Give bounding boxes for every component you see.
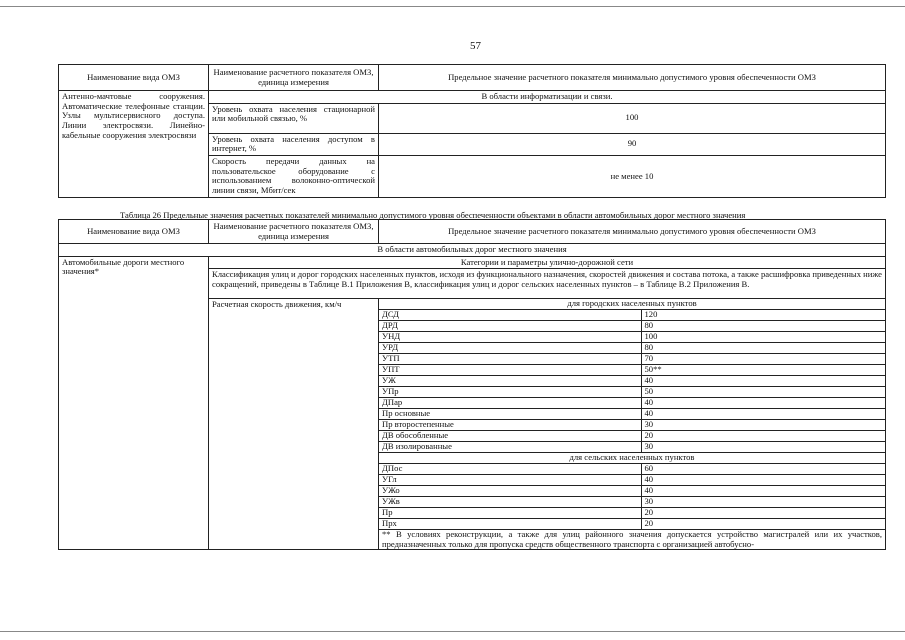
speed-value: 40 xyxy=(641,376,885,387)
table-header-row xyxy=(59,65,886,91)
urban-header-row xyxy=(379,299,885,310)
value-cell: 90 xyxy=(379,133,886,155)
scan-top-edge xyxy=(0,6,905,7)
speed-value: 30 xyxy=(641,497,885,508)
category-code: УЖо xyxy=(379,486,641,497)
rural-header: для сельских населенных пунктов xyxy=(379,453,885,464)
speed-value: 80 xyxy=(641,321,885,332)
speed-category-row xyxy=(379,486,885,497)
category-code: УНД xyxy=(379,332,641,343)
speed-table xyxy=(379,299,885,549)
speed-category-row xyxy=(379,310,885,321)
speed-value: 30 xyxy=(641,442,885,453)
section-title: В области информатизации и связи. xyxy=(209,91,886,104)
urban-header: для городских населенных пунктов xyxy=(379,299,885,310)
subsection-title: Категории и параметры улично-дорожной сети xyxy=(209,256,886,269)
speed-value: 20 xyxy=(641,508,885,519)
subsection-row xyxy=(59,256,886,269)
indicator-cell: Уровень охвата населения стационарной или мобильной связью, % xyxy=(209,103,379,133)
speed-values-cell xyxy=(379,299,886,550)
category-code: ДВ обособленные xyxy=(379,431,641,442)
speed-category-row xyxy=(379,442,885,453)
category-code: Пр второстепенные xyxy=(379,420,641,431)
speed-value: 40 xyxy=(641,486,885,497)
speed-value: 40 xyxy=(641,409,885,420)
header-indicator: Наименование расчетного показателя ОМЗ, единица измерения xyxy=(209,220,379,244)
header-limit-value: Предельное значение расчетного показателя минимально допустимого уровня обеспеченности ОМЗ xyxy=(379,220,886,244)
category-code: УТП xyxy=(379,354,641,365)
speed-category-row xyxy=(379,497,885,508)
speed-value: 50 xyxy=(641,387,885,398)
speed-category-row xyxy=(379,365,885,376)
speed-value: 100 xyxy=(641,332,885,343)
category-code: ДПар xyxy=(379,398,641,409)
table-header-row xyxy=(59,220,886,244)
speed-category-row xyxy=(379,431,885,442)
category-code: ДСД xyxy=(379,310,641,321)
speed-value: 50** xyxy=(641,365,885,376)
category-code: УПТ xyxy=(379,365,641,376)
speed-category-row xyxy=(379,376,885,387)
page-number: 57 xyxy=(470,40,481,52)
speed-category-row xyxy=(379,321,885,332)
table-caption: Таблица 26 Предельные значения расчетных показателей минимально допустимого уровня обеспеченности объектами в области автомобильных дорог местного значения xyxy=(120,210,746,220)
category-code: ДПос xyxy=(379,464,641,475)
header-limit-value: Предельное значение расчетного показателя минимально допустимого уровня обеспеченности ОМЗ xyxy=(379,65,886,91)
value-cell: 100 xyxy=(379,103,886,133)
category-code: ДРД xyxy=(379,321,641,332)
speed-value: 120 xyxy=(641,310,885,321)
category-code: УРД xyxy=(379,343,641,354)
speed-category-row xyxy=(379,508,885,519)
speed-value: 80 xyxy=(641,343,885,354)
rural-header-row xyxy=(379,453,885,464)
speed-category-row xyxy=(379,398,885,409)
speed-value: 40 xyxy=(641,475,885,486)
speed-category-row xyxy=(379,519,885,530)
section-row xyxy=(59,244,886,257)
speed-value: 20 xyxy=(641,431,885,442)
value-cell: не менее 10 xyxy=(379,155,886,197)
section-row xyxy=(59,91,886,104)
header-omz-type: Наименование вида ОМЗ xyxy=(59,220,209,244)
category-code: ДВ изолированные xyxy=(379,442,641,453)
communications-table xyxy=(58,64,886,198)
speed-value: 30 xyxy=(641,420,885,431)
category-code: Прх xyxy=(379,519,641,530)
header-omz-type: Наименование вида ОМЗ xyxy=(59,65,209,91)
header-indicator: Наименование расчетного показателя ОМЗ, единица измерения xyxy=(209,65,379,91)
speed-category-row xyxy=(379,387,885,398)
category-code: Пр основные xyxy=(379,409,641,420)
scan-bottom-edge xyxy=(0,631,905,632)
speed-category-row xyxy=(379,420,885,431)
speed-value: 70 xyxy=(641,354,885,365)
speed-category-row xyxy=(379,343,885,354)
category-code: УГл xyxy=(379,475,641,486)
category-code: УПр xyxy=(379,387,641,398)
indicator-cell: Скорость передачи данных на пользовательское оборудование с использованием волоконно-оптической линии связи, Мбит/сек xyxy=(209,155,379,197)
roads-table xyxy=(58,219,886,550)
speed-category-row xyxy=(379,475,885,486)
speed-category-row xyxy=(379,354,885,365)
object-name-cell: Антенно-мачтовые сооружения. Автоматические телефонные станции. Узлы мультисервисного доступа. Линии электросвязи. Линейно-кабельные сооружения электросвязи xyxy=(59,91,209,198)
classification-note: Классификация улиц и дорог городских населенных пунктов, исходя из функционального назначения, скоростей движения и состава потока, а также расшифровка приведенных ниже сокращений, приведены в Таблице В.1 Приложения В, классификация улиц и дорог сельских населенных пунктов – в Таблице В.2 Приложения В. xyxy=(209,269,886,299)
speed-value: 20 xyxy=(641,519,885,530)
speed-category-row xyxy=(379,409,885,420)
speed-value: 60 xyxy=(641,464,885,475)
category-code: УЖ xyxy=(379,376,641,387)
object-name-cell: Автомобильные дороги местного значения* xyxy=(59,256,209,550)
footnote: ** В условиях реконструкции, а также для улиц районного значения допускается устройство магистралей или их участков, предназначенных только для пропуска средств общественного транспорта с организацией автобусно- xyxy=(379,530,885,549)
speed-category-row xyxy=(379,464,885,475)
speed-category-row xyxy=(379,332,885,343)
section-title: В области автомобильных дорог местного значения xyxy=(59,244,886,257)
indicator-cell: Уровень охвата населения доступом в интернет, % xyxy=(209,133,379,155)
speed-value: 40 xyxy=(641,398,885,409)
indicator-cell: Расчетная скорость движения, км/ч xyxy=(209,299,379,550)
footnote-row xyxy=(379,530,885,549)
category-code: Пр xyxy=(379,508,641,519)
category-code: УЖв xyxy=(379,497,641,508)
